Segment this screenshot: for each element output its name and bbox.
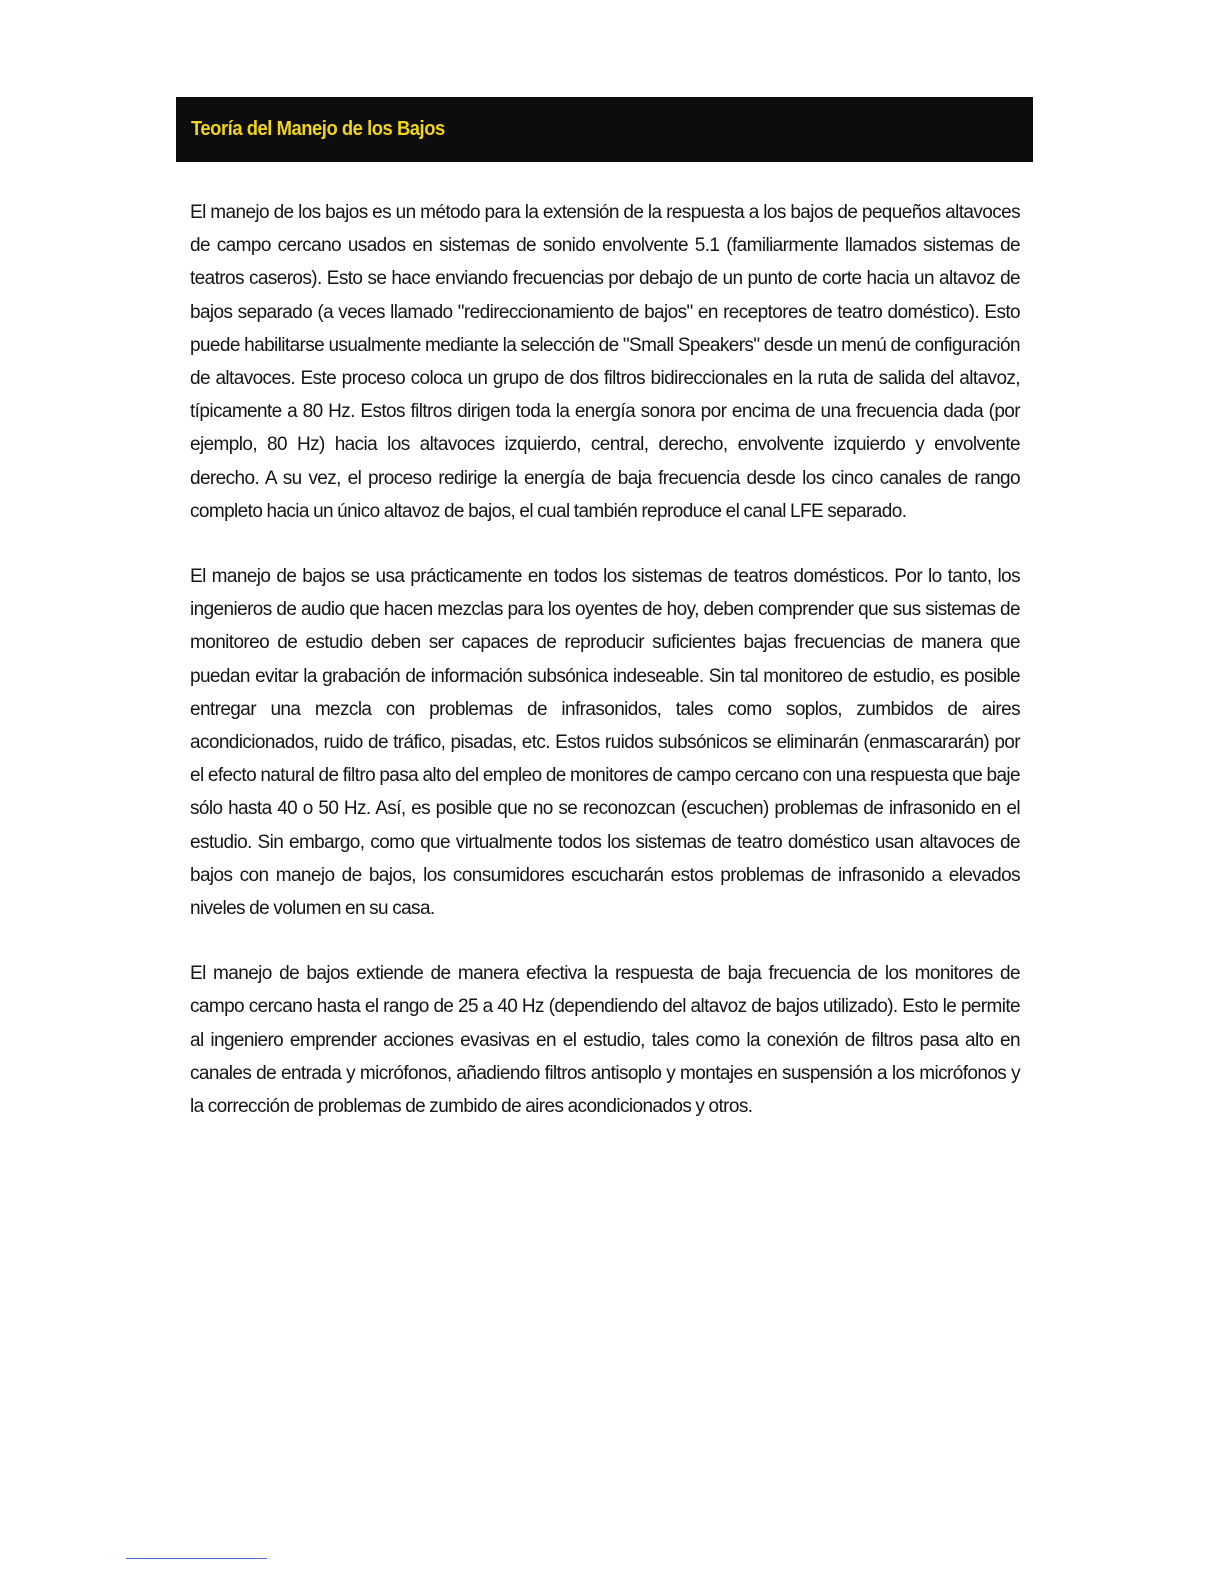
paragraph-3: El manejo de bajos extiende de manera efectiva la respuesta de baja frecuencia de los monitores de campo cercano hasta el rango de 25 a 40 Hz (dependiendo del altavoz de bajos utilizado). Esto le permite al ingeniero emprender acciones evasivas en el estudio, tales como la conexión de filtros pasa alto en canales de entrada y micrófonos, añadiendo filtros antisoplo y montajes en suspensión a los micrófonos y la corrección de problemas de zumbido de aires acondicionados y otros.: [190, 963, 1020, 1118]
paragraph-1: El manejo de los bajos es un método para la extensión de la respuesta a los bajos de pequeños altavoces de campo cercano usados en sistemas de sonido envolvente 5.1 (familiarmente llamados sistemas de teatros caseros). Esto se hace enviando frecuencias por debajo de un punto de corte hacia un altavoz de bajos separado (a veces llamado "redireccionamiento de bajos" en receptores de teatro doméstico). Esto puede habilitarse usualmente mediante la selección de "Small Speakers" desde un menú de configuración de altavoces. Este proceso coloca un grupo de dos filtros bidireccionales en la ruta de salida del altavoz, típicamente a 80 Hz. Estos filtros dirigen toda la energía sonora por encima de una frecuencia dada (por ejemplo, 80 Hz) hacia los altavoces izquierdo, central, derecho, envolvente izquierdo y envolvente derecho. A su vez, el proceso redirige la energía de baja frecuencia desde los cinco canales de rango completo hacia un único altavoz de bajos, el cual también reproduce el canal LFE separado.: [190, 202, 1020, 522]
section-title: Teoría del Manejo de los Bajos: [191, 118, 445, 140]
body-text: [190, 196, 1020, 1155]
section-header-bar: [176, 97, 1033, 162]
footnote-separator: [126, 1558, 267, 1559]
paragraph-2: El manejo de bajos se usa prácticamente en todos los sistemas de teatros domésticos. Por lo tanto, los ingenieros de audio que hacen mezclas para los oyentes de hoy, deben comprender que sus sistemas de monitoreo de estudio deben ser capaces de reproducir suficientes bajas frecuencias de manera que puedan evitar la grabación de información subsónica indeseable. Sin tal monitoreo de estudio, es posible entregar una mezcla con problemas de infrasonidos, tales como soplos, zumbidos de aires acondicionados, ruido de tráfico, pisadas, etc. Estos ruidos subsónicos se eliminarán (enmascararán) por el efecto natural de filtro pasa alto del empleo de monitores de campo cercano con una respuesta que baje sólo hasta 40 o 50 Hz. Así, es posible que no se reconozcan (escuchen) problemas de infrasonido en el estudio. Sin embargo, como que virtualmente todos los sistemas de teatro doméstico usan altavoces de bajos con manejo de bajos, los consumidores escucharán estos problemas de infrasonido a elevados niveles de volumen en su casa.: [190, 566, 1020, 920]
